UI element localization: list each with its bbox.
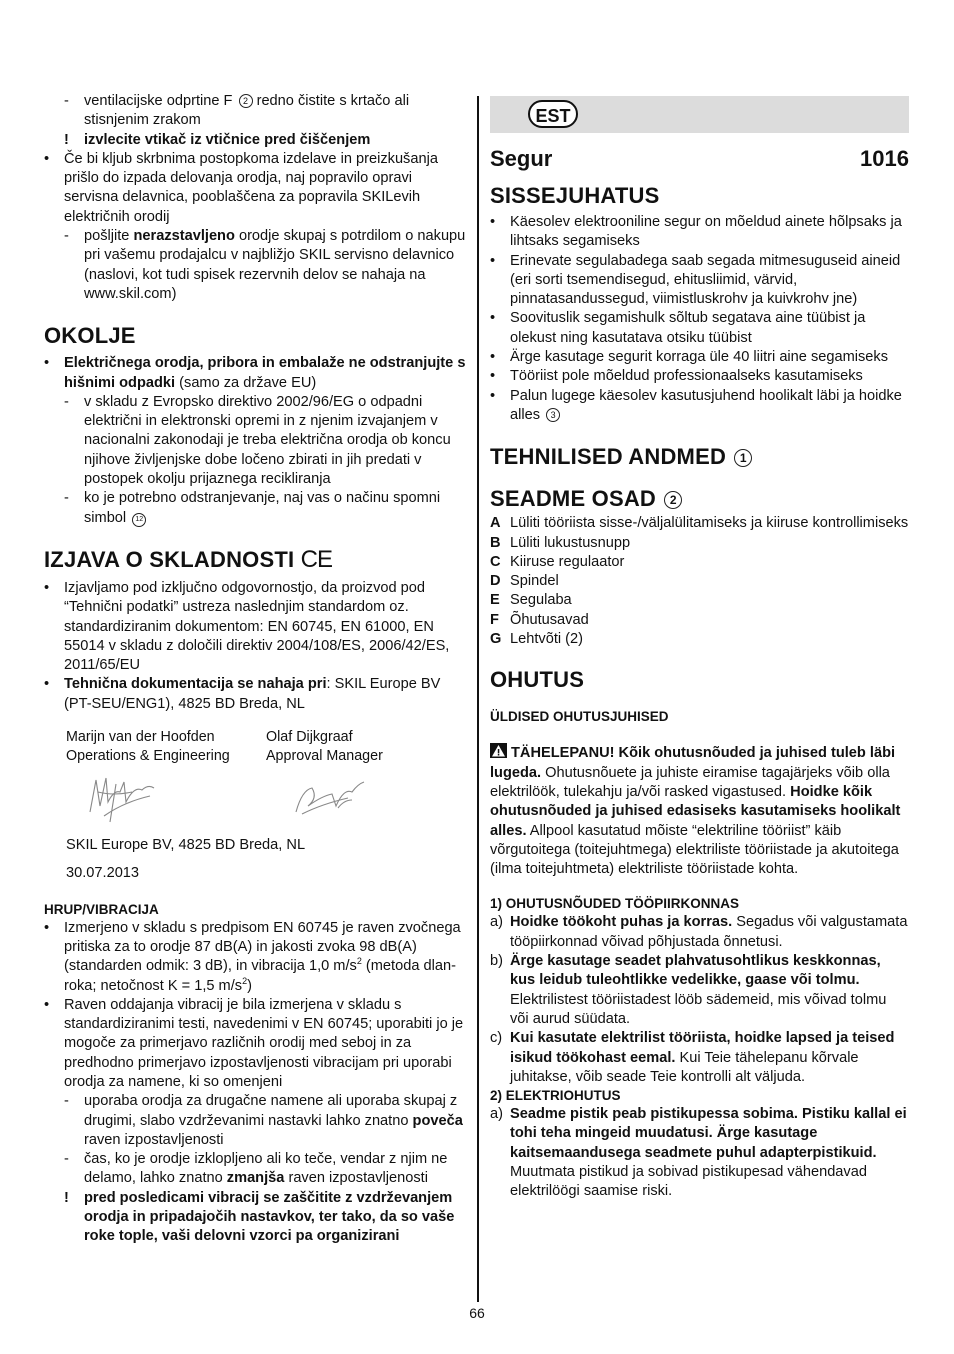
list-item: - v skladu z Evropsko direktivo 2002/96/EG o odpadni električni in elektronski opremi in z njenim izvajanjem v nacionalni zakonodaji je treba električna orodja ob koncu njihove življenjske dobe ločeno zbirati in jih predati v postopek okolju prijaznega recikliranja <box>64 393 451 488</box>
list-item: - ko je potrebno odstranjevanje, naj vas o načinu spomni simbol 12 <box>64 490 441 526</box>
right-column <box>490 96 909 1202</box>
ce-mark-icon: CE <box>300 545 332 573</box>
parts-item: E Segulaba <box>490 592 572 609</box>
section-title-parts: SEADME OSAD 2 <box>490 486 909 512</box>
section-title-safety: OHUTUS <box>490 667 585 693</box>
language-badge: EST <box>528 100 578 128</box>
warning-triangle-icon <box>490 743 507 758</box>
list-item: • Če bi kljub skrbnima postopkoma izdelave in preizkušanja prišlo do izpada delovanja orodja, naj popravilo opravi servisna delavnica, pooblaščena za popravila SKILevih električnih orodij <box>44 150 438 225</box>
reference-circle: 12 <box>132 513 146 527</box>
date: 30.07.2013 <box>66 865 140 882</box>
list-item: • Soovituslik segamishulk sõltub segatava aine tüübist ja olekust ning kasutatava otsiku tüübist <box>490 310 866 346</box>
general-warning: TÄHELEPANU! Kõik ohutusnõuded ja juhised tuleb läbi lugeda. Ohutusnõuete ja juhiste eiramise tagajärjeks võib olla elektrilöök, tulekahju ja/või rasked vigastused. Hoidke kõik ohutusnõuded ja juhised edasiseks kasutamiseks hoolikalt alles. Allpool kasutatud mõiste “elektriline tööriist” käib võrgutoitega (toitejuhtmega) elektriliste tööriistade ja akutoitega (ilma toitejuhtmeta) elektriliste tööriistade kohta. <box>490 745 901 878</box>
language-bar <box>490 96 909 133</box>
parts-item: B Lüliti lukustusnupp <box>490 534 631 551</box>
section-title-s1: 1) OHUTUSNÕUDED TÖÖPIIRKONNAS <box>490 896 740 912</box>
section-title-hrup: HRUP/VIBRACIJA <box>44 901 159 917</box>
list-item: • Izjavljamo pod izključno odgovornostjo, da proizvod pod “Tehnični podatki” ustreza naslednjim standardom oz. standardiziranim dokumentom: EN 60745, EN 61000, EN 55014 v skladu z določili direktiv 2004/108/ES, 2006/42/ES, 2011/65/EU <box>44 579 450 674</box>
list-item: - čas, ko je orodje izklopljeno ali ko teče, vendar z njim ne delamo, lahko znatno zmanjša raven izpostavljenosti <box>64 1151 448 1187</box>
list-item: • Palun lugege käesolev kasutusjuhend hoolikalt läbi ja hoidke alles 3 <box>490 387 902 423</box>
section-title-s2: 2) ELEKTRIOHUTUS <box>490 1088 621 1104</box>
list-item: • Erinevate segulabadega saab segada mitmesuguseid aineid (eri sorti tsemendisegud, ehitusliimid, värvid, pinnatasandussegud, viimistluskrohv ja kuivkrohv jne) <box>490 252 901 308</box>
page-number: 66 <box>469 1305 485 1321</box>
reference-circle: 2 <box>664 491 682 509</box>
reference-circle: 2 <box>239 94 253 108</box>
list-item: • Ärge kasutage segurit korraga üle 40 liitri aine segamiseks <box>490 349 889 366</box>
product-model: 1016 <box>860 146 909 171</box>
parts-item: A Lüliti tööriista sisse-/väljalülitamiseks ja kiiruse kontrollimiseks <box>490 515 909 532</box>
list-item: b) Ärge kasutage seadet plahvatusohtlikus keskkonnas, kus leidub tuleohtlikke vedelikke, gaase või tolmu. Elektrilistest tööriistadest lööb sädemeid, mis võivad tolmu või aurud süüdata. <box>490 953 887 1027</box>
warning-item: ! pred posledicami vibracij se zaščitite z vzdrževanjem orodja in pripadajočih nastavkov, ter tako, da so vaše roke tople, vaši delovni vzorci pa organizirani <box>64 1189 455 1245</box>
list-item: • Izmerjeno v skladu s predpisom EN 60745 je raven zvočnega pritiska za to orodje 87 dB(A) in jakosti zvoka 98 dB(A) (standarden odmik: 3 dB), in vibracija 1,0 $m/s^2$ (metoda dlan-roka; netočnost K = 1,5 $m/s^2$) <box>44 919 461 994</box>
reference-circle: 1 <box>734 449 752 467</box>
signatory-role: Approval Manager <box>266 748 383 765</box>
section-title-tech: TEHNILISED ANDMED 1 <box>490 444 909 470</box>
list-item: a) Hoidke töökoht puhas ja korras. Segadus või valgustamata tööpiirkonnad võivad põhjustada õnnetusi. <box>490 914 908 950</box>
list-item: • Tööriist pole mõeldud professionaalseks kasutamiseks <box>490 368 863 385</box>
reference-circle: 3 <box>546 408 560 422</box>
signatory-role: Operations & Engineering <box>66 748 230 765</box>
parts-item: D Spindel <box>490 573 559 590</box>
list-item: - pošljite nerazstavljeno orodje skupaj s potrdilom o nakupu pri vašemu prodajalcu v najbližjo SKIL servisno delavnico (naslovi, kot tudi spisek rezervnih delov se nahaja na www.skil.com) <box>64 228 466 302</box>
list-item: • Käesolev elektrooniline segur on mõeldud ainete hõlpsaks ja lihtsaks segamiseks <box>490 214 902 250</box>
parts-item: C Kiiruse regulaator <box>490 553 625 570</box>
section-title-intro: SISSEJUHATUS <box>490 183 660 208</box>
list-item: c) Kui kasutate elektrilist tööriista, hoidke lapsed ja teised isikud töökohast eemal. Kui Teie tähelepanu kõrvale juhitakse, võib seade Teie kontrolli alt väljuda. <box>490 1030 895 1085</box>
parts-item: F Õhutusavad <box>490 611 589 628</box>
list-item: • Raven oddajanja vibracij je bila izmerjena v skladu s standardiziranimi testi, navedenimi v EN 60745; uporabiti jo je mogoče za primerjavo različnih orodij med seboj in za predhodno primerjavo izpostavljenosti vibracijam pri uporabi orodja za namene, ki so omenjeni <box>44 996 464 1090</box>
product-header <box>490 146 909 172</box>
signature-image <box>84 772 164 830</box>
warning-item: ! izvlecite vtikač iz vtičnice pred čiščenjem <box>64 131 371 148</box>
section-title-general: ÜLDISED OHUTUSJUHISED <box>490 709 669 725</box>
section-title-okolje: OKOLJE <box>44 323 136 349</box>
signatories <box>44 728 466 766</box>
section-title-izjava: IZJAVA O SKLADNOSTI CE <box>44 545 332 573</box>
column-divider <box>477 96 479 1302</box>
signature-images <box>44 766 466 836</box>
list-item: • Tehnična dokumentacija se nahaja pri: SKIL Europe BV (PT-SEU/ENG1), 4825 BD Breda, NL <box>44 676 441 712</box>
list-item: a) Seadme pistik peab pistikupessa sobima. Pistiku kallal ei tohi teha mingeid muudatusi. Ärge kasutage kaitsemaandusega seadmete puhul adapterpistikuid. Muutmata pistikud ja sobivad pistikupesad vähendavad elektrilöögi saamise riski. <box>490 1106 907 1200</box>
product-name: Segur <box>490 146 553 171</box>
signatory-name: Marijn van der Hoofden <box>66 729 215 746</box>
parts-item: G Lehtvõti (2) <box>490 631 584 648</box>
left-column <box>44 92 466 1247</box>
list-item: • Električnega orodja, pribora in embalaže ne odstranjujte s hišnimi odpadki (samo za države EU) <box>44 355 466 391</box>
signature-image <box>292 778 370 820</box>
list-item: - ventilacijske odprtine F 2 redno čistite s krtačo ali stisnjenim zrakom <box>64 93 410 129</box>
signatory-name: Olaf Dijkgraaf <box>266 729 353 746</box>
company-address: SKIL Europe BV, 4825 BD Breda, NL <box>66 837 306 854</box>
list-item: - uporaba orodja za drugačne namene ali uporaba skupaj z drugimi, slabo vzdrževanimi nastavki lahko znatno poveča raven izpostavljenosti <box>64 1093 463 1148</box>
